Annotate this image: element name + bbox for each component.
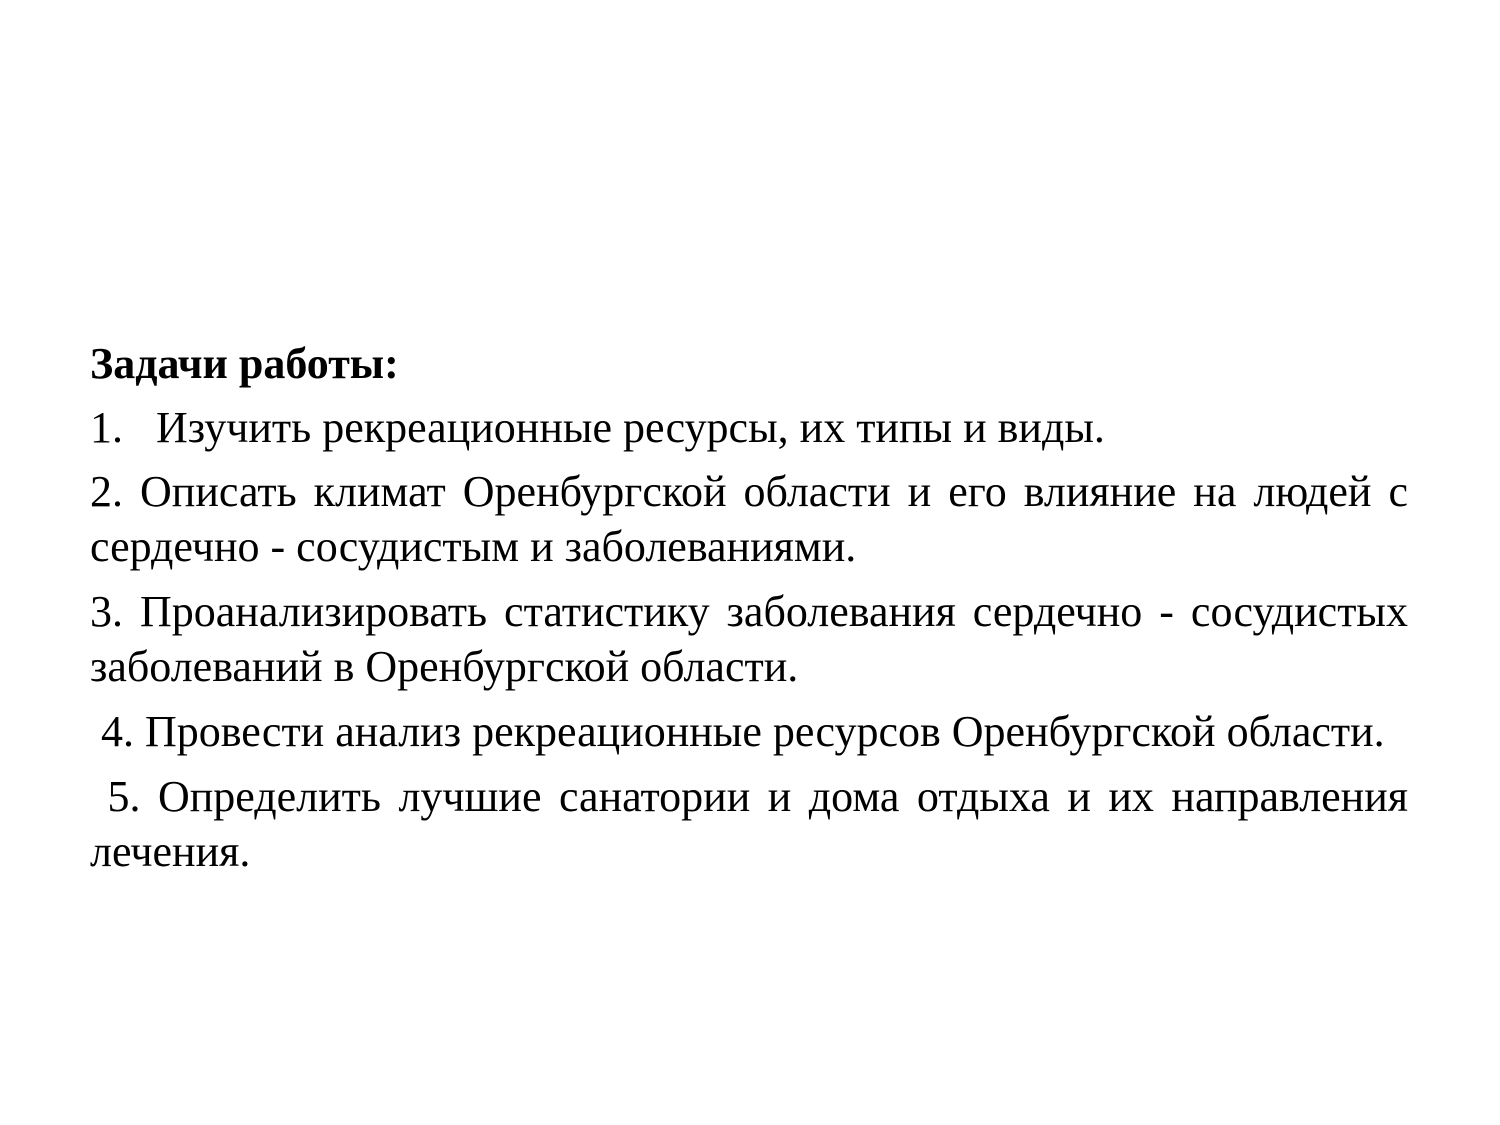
task-item-2: 2. Описать климат Оренбургской области и его влияние на людей с сердечно - сосудистым и заболеваниями. (90, 467, 1408, 571)
task-item-3: 3. Проанализировать статистику заболевания сердечно - сосудистых заболеваний в Оренбургской области. (90, 587, 1408, 691)
heading-tasks: Задачи работы: (90, 339, 399, 388)
task-item-4: 4. Провести анализ рекреационные ресурсов Оренбургской области. (90, 707, 1385, 756)
task-item-5: 5. Определить лучшие санатории и дома отдыха и их направления лечения. (90, 772, 1420, 876)
task-item-1: 1. Изучить рекреационные ресурсы, их типы и виды. (90, 403, 1105, 452)
slide-content (90, 336, 1420, 879)
